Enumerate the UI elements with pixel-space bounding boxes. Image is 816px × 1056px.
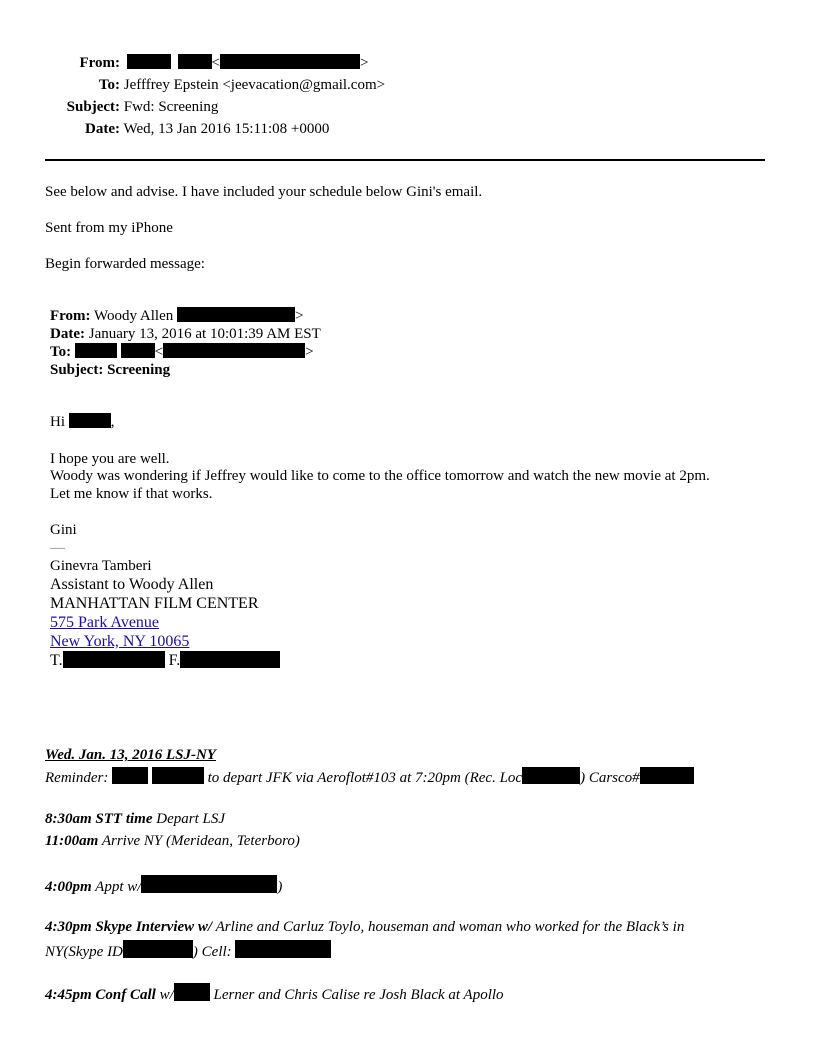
- item-text: Lerner and Chris Calise re Josh Black at Apollo: [213, 987, 504, 1003]
- header-to-label: To:: [98, 77, 120, 93]
- redaction-bar: [121, 343, 155, 358]
- fwd-greeting: Hi: [50, 414, 65, 430]
- fwd-greeting-row: Hi ,: [50, 414, 115, 430]
- redaction-bar: [112, 767, 148, 784]
- redaction-bar: [163, 343, 305, 358]
- redaction-bar: [640, 767, 694, 784]
- body-line-2: Sent from my iPhone: [45, 220, 173, 236]
- item-text: Depart LSJ: [156, 811, 225, 827]
- item-text-end: ): [277, 879, 283, 895]
- fwd-p3: Let me know if that works.: [50, 486, 213, 502]
- fwd-to-row: To: < >: [50, 344, 314, 360]
- redaction-bar: [63, 651, 165, 668]
- fwd-date-label: Date:: [50, 326, 85, 342]
- redaction-bar: [141, 875, 277, 893]
- schedule-item-4: [45, 918, 684, 936]
- reminder-label: Reminder:: [45, 770, 109, 786]
- item-text: w/: [159, 987, 174, 1003]
- redaction-bar: [123, 940, 193, 958]
- sig-title: Assistant to Woody Allen: [50, 576, 214, 593]
- header-subject-value: Fwd: Screening: [123, 99, 219, 115]
- header-to-row: [0, 76, 385, 94]
- redaction-bar: [174, 983, 210, 1001]
- header-subject-row: [0, 98, 218, 116]
- item-text: Arline and Carluz Toylo, houseman and woman who worked for the Black’s in: [215, 919, 685, 935]
- sig-name: Ginevra Tamberi: [50, 558, 152, 574]
- item-text: ) Cell:: [192, 944, 232, 960]
- item-time: 11:00am: [45, 833, 99, 849]
- redaction-bar: [127, 54, 171, 69]
- header-date-value: Wed, 13 Jan 2016 15:11:08 +0000: [123, 121, 330, 137]
- fwd-from-value: Woody Allen: [94, 308, 174, 324]
- schedule-item-4-line-2: [45, 940, 331, 961]
- header-divider: [45, 159, 765, 161]
- schedule-heading: Wed. Jan. 13, 2016 LSJ-NY: [45, 747, 216, 763]
- sig-address-link-2[interactable]: New York, NY 10065: [50, 633, 190, 650]
- body-line-1: See below and advise. I have included your schedule below Gini's email.: [45, 184, 483, 200]
- sig-phone-row: [50, 651, 280, 670]
- redaction-bar: [75, 343, 117, 358]
- item-time: 4:45pm Conf Call: [45, 987, 156, 1003]
- header-subject-label: Subject:: [66, 99, 120, 115]
- sig-address-link-1[interactable]: 575 Park Avenue: [50, 614, 160, 631]
- redaction-bar: [220, 54, 360, 69]
- fwd-date-value: January 13, 2016 at 10:01:39 AM EST: [88, 326, 321, 342]
- fwd-p2: Woody was wondering if Jeffrey would like to come to the office tomorrow and watch the new movie at 2pm.: [50, 468, 710, 484]
- sig-t-label: T.: [50, 652, 63, 669]
- reminder-text: to depart JFK via Aeroflot#103 at 7:20pm (Rec. Loc: [207, 770, 523, 786]
- fwd-from-label: From:: [50, 308, 91, 324]
- header-date-row: [0, 120, 329, 138]
- redaction-bar: [177, 307, 295, 322]
- fwd-dash: —: [50, 540, 65, 556]
- reminder-text-end: ) Carsco#: [580, 770, 640, 786]
- redaction-bar: [180, 651, 280, 668]
- redaction-bar: [235, 940, 331, 958]
- fwd-to-label: To:: [50, 344, 72, 360]
- fwd-subject: Subject: Screening: [50, 362, 171, 378]
- item-time: 8:30am STT time: [45, 811, 153, 827]
- redaction-bar: [522, 767, 580, 784]
- sig-f-label: F.: [168, 652, 181, 669]
- redaction-bar: [152, 767, 204, 784]
- fwd-from-row: From: Woody Allen >: [50, 308, 304, 324]
- header-from-row: From: < >: [0, 54, 368, 72]
- schedule-item-3: [45, 875, 282, 896]
- fwd-signoff: Gini: [50, 522, 77, 538]
- schedule-item-2: [45, 832, 300, 850]
- schedule-reminder: [45, 767, 694, 787]
- fwd-date-row: [50, 325, 321, 343]
- sig-org: MANHATTAN FILM CENTER: [50, 595, 259, 612]
- item-text: Appt w/: [95, 879, 142, 895]
- header-to-value: Jefffrey Epstein <jeevacation@gmail.com>: [123, 77, 386, 93]
- item-time: 4:00pm: [45, 879, 92, 895]
- schedule-item-1: [45, 810, 225, 828]
- item-time: 4:30pm Skype Interview w/: [45, 919, 213, 935]
- header-date-label: Date:: [85, 121, 120, 137]
- header-from-label: From:: [79, 55, 120, 71]
- body-line-3: Begin forwarded message:: [45, 256, 205, 272]
- fwd-p1: I hope you are well.: [50, 451, 170, 467]
- schedule-item-5: [45, 983, 504, 1004]
- redaction-bar: [178, 54, 212, 69]
- item-text: Arrive NY (Meridean, Teterboro): [101, 833, 300, 849]
- item-text: NY(Skype ID: [45, 944, 123, 960]
- redaction-bar: [69, 413, 111, 428]
